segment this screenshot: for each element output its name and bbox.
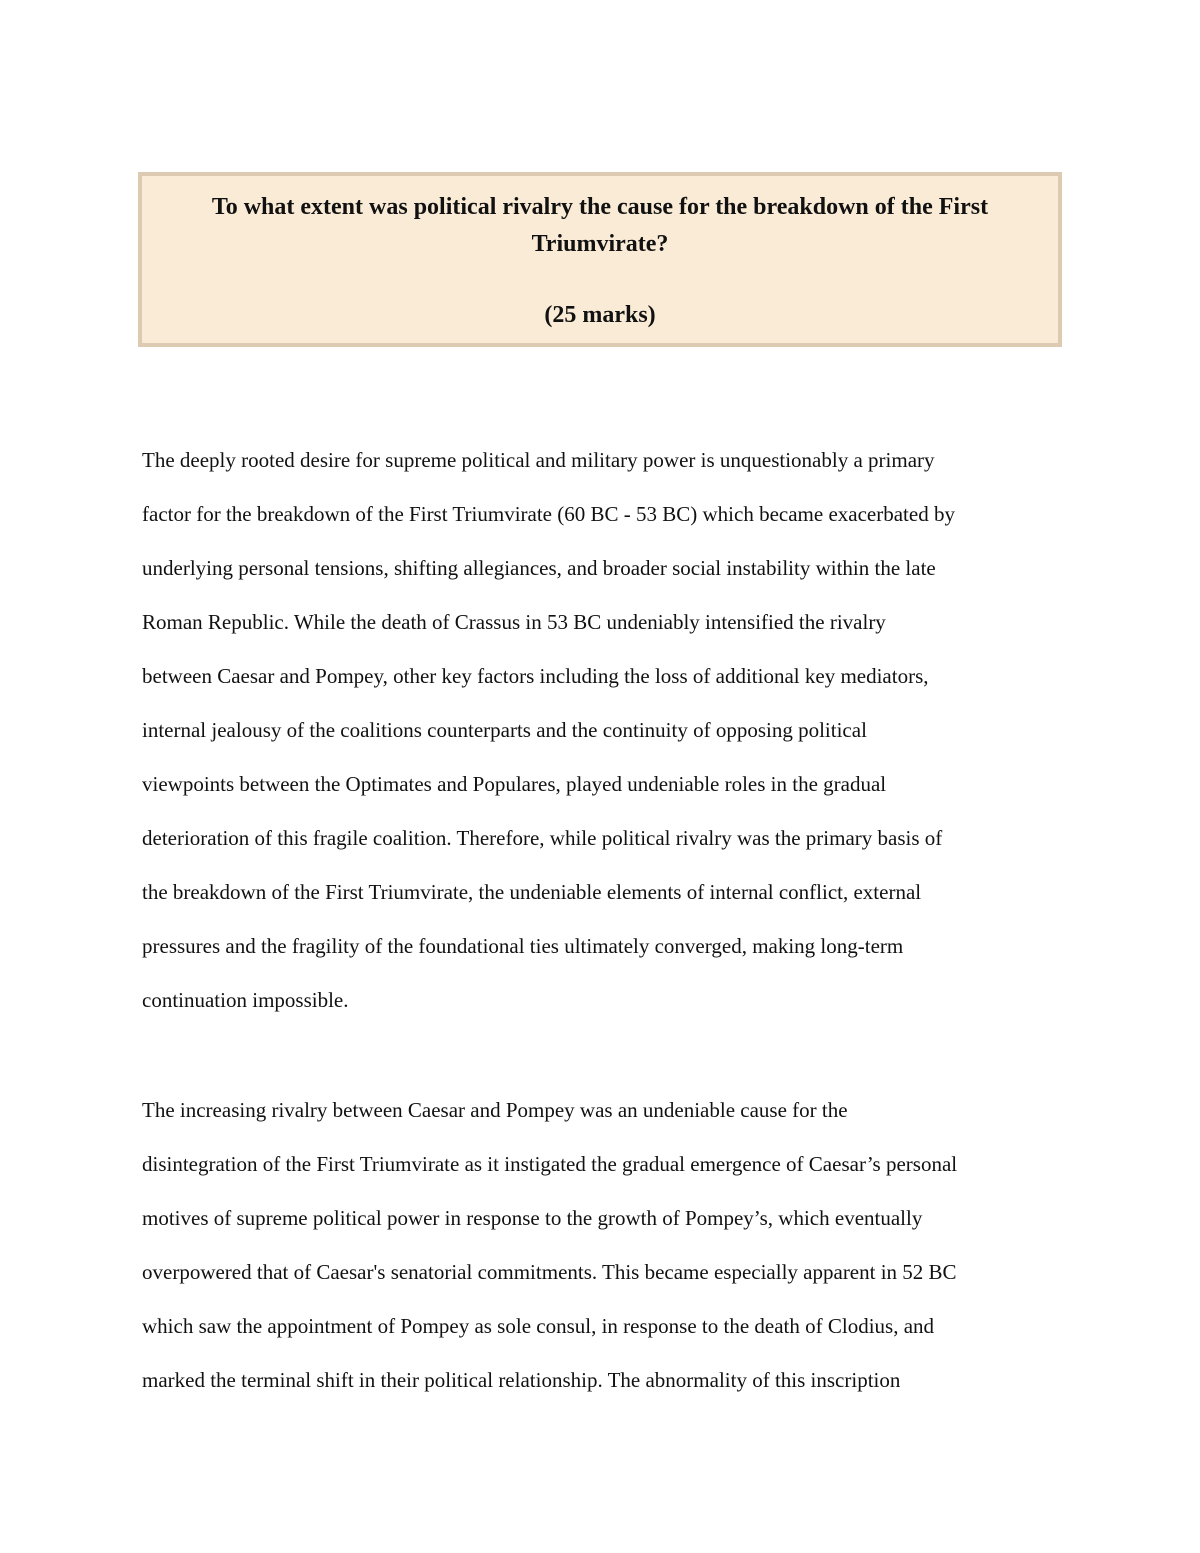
- essay-question-box: [138, 172, 1062, 347]
- paragraph-2: [142, 1083, 1082, 1407]
- paragraph-line: The deeply rooted desire for supreme political and military power is unquestionably a primary: [142, 448, 935, 472]
- paragraph-line: factor for the breakdown of the First Triumvirate (60 BC - 53 BC) which became exacerbated by: [142, 502, 955, 526]
- paragraph-line: underlying personal tensions, shifting allegiances, and broader social instability within the late: [142, 556, 936, 580]
- paragraph-line: continuation impossible.: [142, 988, 349, 1012]
- paragraph-line: deterioration of this fragile coalition. Therefore, while political rivalry was the primary basis of: [142, 826, 943, 850]
- paragraph-line: the breakdown of the First Triumvirate, the undeniable elements of internal conflict, external: [142, 880, 922, 904]
- paragraph-line: motives of supreme political power in response to the growth of Pompey’s, which eventually: [142, 1206, 923, 1230]
- paragraph-line: viewpoints between the Optimates and Populares, played undeniable roles in the gradual: [142, 772, 887, 796]
- paragraph-line: marked the terminal shift in their political relationship. The abnormality of this inscription: [142, 1368, 901, 1392]
- question-line-2: Triumvirate?: [531, 231, 669, 257]
- paragraph-1: [142, 433, 1082, 1027]
- paragraph-line: disintegration of the First Triumvirate as it instigated the gradual emergence of Caesar’s personal: [142, 1152, 958, 1176]
- paragraph-line: overpowered that of Caesar's senatorial commitments. This became especially apparent in 52 BC: [142, 1260, 957, 1284]
- question-line-1: To what extent was political rivalry the cause for the breakdown of the First: [211, 194, 989, 220]
- paragraph-line: The increasing rivalry between Caesar and Pompey was an undeniable cause for the: [142, 1098, 848, 1122]
- paragraph-line: internal jealousy of the coalitions counterparts and the continuity of opposing political: [142, 718, 867, 742]
- paragraph-line: between Caesar and Pompey, other key factors including the loss of additional key mediators,: [142, 664, 929, 688]
- paragraph-line: pressures and the fragility of the foundational ties ultimately converged, making long-term: [142, 934, 904, 958]
- paragraph-line: which saw the appointment of Pompey as sole consul, in response to the death of Clodius, and: [142, 1314, 935, 1338]
- question-marks: (25 marks): [544, 302, 656, 328]
- paragraph-line: Roman Republic. While the death of Crassus in 53 BC undeniably intensified the rivalry: [142, 610, 886, 634]
